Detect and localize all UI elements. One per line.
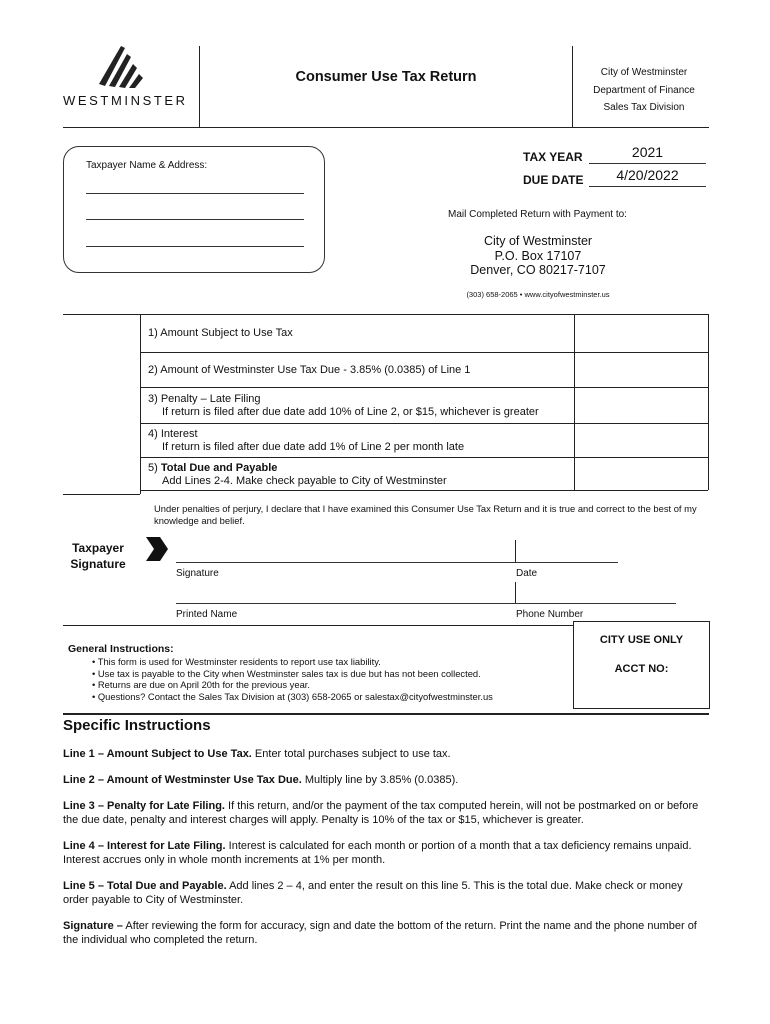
mail-name: City of Westminster xyxy=(483,234,593,248)
line-3-amount[interactable] xyxy=(575,388,707,422)
line-4-label: 4) Interest xyxy=(148,428,198,440)
line-5-item xyxy=(140,462,582,488)
item-body: Enter total purchases subject to use tax. xyxy=(251,748,451,760)
mail-box: P.O. Box 17107 xyxy=(494,248,582,263)
item-body: Interest is calculated for each month or portion of a month that a tax deficiency remains unpaid. Interest accrues only in whole month increments at 1% per month. xyxy=(63,840,692,866)
item-head: Line 1 – Amount Subject to Use Tax. xyxy=(63,748,252,760)
agency-line-1: City of Westminster xyxy=(600,67,688,78)
line-1-amount[interactable] xyxy=(575,315,707,351)
item-head: Line 3 – Penalty for Late Filing. xyxy=(63,800,225,812)
mail-city: Denver, CO 80217-7107 xyxy=(470,263,606,277)
line-2-amount[interactable] xyxy=(575,353,707,386)
address-line-2[interactable] xyxy=(86,219,304,220)
list-item: • Returns are due on April 20th for the previous year. xyxy=(92,679,612,691)
list-item: • This form is used for Westminster residents to report use tax liability. xyxy=(92,656,612,668)
item-body: Add lines 2 – 4, and enter the result on this line 5. This is the total due. Make check or money order payable to City of Westminster. xyxy=(63,880,683,906)
chevron-right-icon xyxy=(146,537,168,561)
line-5-amount[interactable] xyxy=(575,458,707,489)
due-date-value[interactable]: 4/20/2022 xyxy=(616,167,679,183)
list-item: • Questions? Contact the Sales Tax Division at (303) 658-2065 or salestax@cityofwestminster.us xyxy=(92,691,612,703)
list-item xyxy=(63,919,709,947)
mail-contact: (303) 658-2065 • www.cityofwestminster.us xyxy=(466,290,610,299)
line-5-label: Total Due and Payable xyxy=(160,462,278,474)
list-item xyxy=(63,799,709,827)
item-head: Line 2 – Amount of Westminster Use Tax Due. xyxy=(63,774,302,786)
line-3-item xyxy=(140,393,582,419)
item-head: Line 5 – Total Due and Payable. xyxy=(63,880,227,892)
form-title: Consumer Use Tax Return xyxy=(295,69,477,85)
mail-address xyxy=(440,234,636,278)
taxpayer-address-label: Taxpayer Name & Address: xyxy=(86,160,208,171)
tax-year-underline xyxy=(589,163,706,164)
specific-instructions-list xyxy=(63,747,709,956)
due-date-underline xyxy=(589,186,706,187)
line-4-item xyxy=(140,428,582,454)
list-item xyxy=(63,773,709,787)
line-3-label: 3) Penalty – Late Filing xyxy=(148,393,261,405)
signature-label-line-1: Taxpayer xyxy=(72,541,124,555)
line-5-sub: Add Lines 2-4. Make check payable to City of Westminster xyxy=(162,475,447,487)
signature-caption: Signature xyxy=(176,568,219,579)
date-caption: Date xyxy=(516,568,538,579)
mail-instruction: Mail Completed Return with Payment to: xyxy=(448,209,627,220)
list-item xyxy=(63,839,709,867)
general-instructions-list xyxy=(52,656,612,702)
signature-line[interactable] xyxy=(176,562,618,563)
phone-caption: Phone Number xyxy=(516,609,584,620)
item-head: Signature – xyxy=(63,920,123,932)
item-head: Line 4 – Interest for Late Filing. xyxy=(63,840,226,852)
line-4-amount[interactable] xyxy=(575,424,707,456)
acct-no-label: ACCT NO: xyxy=(614,663,669,675)
list-item: • Use tax is payable to the City when Westminster sales tax is due but has not been collected. xyxy=(92,668,612,680)
line-5-prefix: 5) xyxy=(148,462,161,474)
list-item xyxy=(63,879,709,907)
line-3-sub: If return is filed after due date add 10% of Line 2, or $15, whichever is greater xyxy=(162,406,539,418)
westminster-logo-icon xyxy=(97,44,147,88)
logo-wordmark: WESTMINSTER xyxy=(63,93,188,108)
tax-year-label: TAX YEAR xyxy=(523,150,583,164)
address-line-1[interactable] xyxy=(86,193,304,194)
due-date-label: DUE DATE xyxy=(523,173,584,187)
city-use-title: CITY USE ONLY xyxy=(599,634,684,646)
taxpayer-signature-label xyxy=(63,540,133,572)
general-instructions-title: General Instructions: xyxy=(68,643,174,655)
item-body: After reviewing the form for accuracy, sign and date the bottom of the return. Print the name and the phone number of the individual who completed the return. xyxy=(63,920,697,946)
line-1-label: 1) Amount Subject to Use Tax xyxy=(148,327,293,339)
signature-label-line-2: Signature xyxy=(70,557,126,571)
item-body: If this return, and/or the payment of the tax computed herein, will not be postmarked on or before the due date, penalty and interest charges will apply. Penalty is 10% of the tax or $15, whichever is greater. xyxy=(63,800,699,826)
address-line-3[interactable] xyxy=(86,246,304,247)
list-item xyxy=(63,747,709,761)
agency-block xyxy=(578,64,710,117)
agency-line-3: Sales Tax Division xyxy=(603,102,685,113)
perjury-statement: Under penalties of perjury, I declare that I have examined this Consumer Use Tax Return and it is true and correct to the best of my knowledge and belief. xyxy=(154,503,697,526)
printed-name-line[interactable] xyxy=(176,603,676,604)
item-body: Multiply line by 3.85% (0.0385). xyxy=(301,774,459,786)
printed-name-caption: Printed Name xyxy=(176,609,238,620)
line-4-sub: If return is filed after due date add 1% of Line 2 per month late xyxy=(162,441,465,453)
agency-line-2: Department of Finance xyxy=(593,84,695,96)
line-2-label: 2) Amount of Westminster Use Tax Due - 3.85% (0.0385) of Line 1 xyxy=(148,364,471,376)
specific-instructions-title: Specific Instructions xyxy=(63,717,211,734)
tax-year-value[interactable]: 2021 xyxy=(631,144,664,160)
